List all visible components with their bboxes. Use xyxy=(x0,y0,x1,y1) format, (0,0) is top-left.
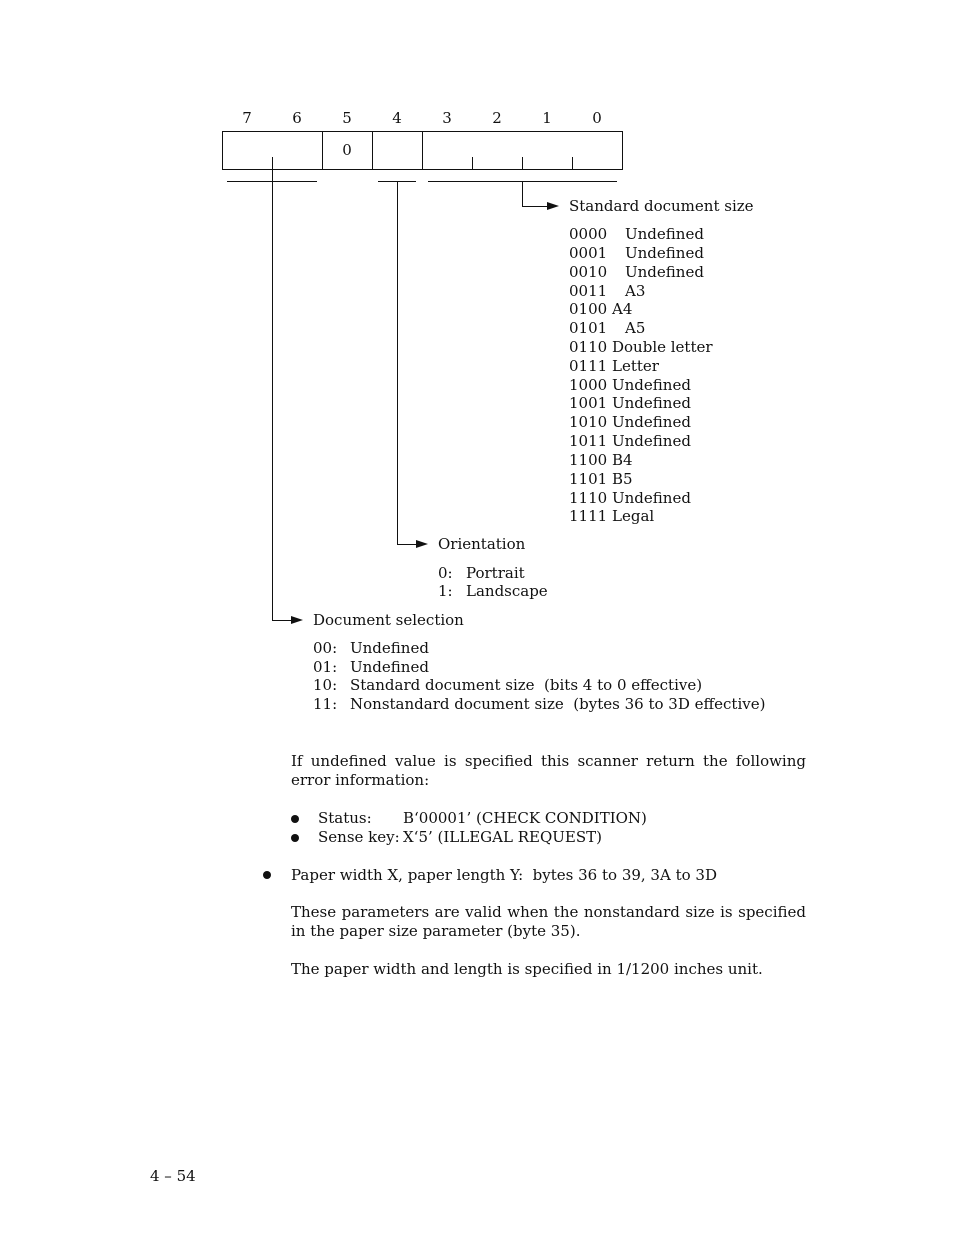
size-code: 1101 xyxy=(569,470,608,488)
bit-number-6: 6 xyxy=(292,109,302,127)
list-item xyxy=(569,338,713,356)
orientation-title: Orientation xyxy=(438,535,526,553)
connector-document-selection xyxy=(272,168,273,621)
connector-document-selection xyxy=(272,620,292,621)
size-code: 0111 xyxy=(569,357,608,375)
selection-label: Nonstandard document size (bytes 36 to 3D effective) xyxy=(350,695,766,713)
error-value: B‘00001’ (CHECK CONDITION) xyxy=(403,809,647,827)
size-code: 1110 xyxy=(569,489,608,507)
error-key: Status: xyxy=(318,809,372,827)
size-code: 0110 xyxy=(569,338,608,356)
size-code: 0101 xyxy=(569,319,608,337)
bit-number-2: 2 xyxy=(492,109,502,127)
field-divider xyxy=(372,131,373,169)
size-code: 0011 xyxy=(569,282,608,300)
error-value: X‘5’ (ILLEGAL REQUEST) xyxy=(403,828,602,846)
size-label: Undefined xyxy=(612,394,691,412)
list-item xyxy=(569,300,632,318)
list-item xyxy=(313,658,429,676)
list-item xyxy=(569,394,691,412)
selection-code: 01: xyxy=(313,658,338,676)
size-label: B5 xyxy=(612,470,633,488)
size-code: 1111 xyxy=(569,507,608,525)
list-item xyxy=(569,413,691,431)
orientation-label: Portrait xyxy=(466,564,525,582)
bit5-value: 0 xyxy=(342,141,352,159)
list-item xyxy=(438,564,525,582)
arrow-icon xyxy=(291,616,303,624)
size-code: 1010 xyxy=(569,413,608,431)
bit-tick xyxy=(522,157,523,169)
size-label: Undefined xyxy=(612,489,691,507)
bit-tick xyxy=(572,157,573,169)
list-item xyxy=(569,263,704,281)
unit-paragraph: The paper width and length is specified in 1/1200 inches unit. xyxy=(291,960,763,978)
field-divider xyxy=(422,131,423,169)
list-item xyxy=(569,507,654,525)
list-item xyxy=(569,282,645,300)
arrow-icon xyxy=(416,540,428,548)
selection-code: 00: xyxy=(313,639,338,657)
list-item xyxy=(569,357,659,375)
paper-size-item: Paper width X, paper length Y: bytes 36 to 39, 3A to 3D xyxy=(291,866,717,884)
list-item xyxy=(569,432,691,450)
field-divider xyxy=(322,131,323,169)
list-item xyxy=(569,470,633,488)
orientation-label: Landscape xyxy=(466,582,548,600)
size-code: 0100 xyxy=(569,300,608,318)
bit-number-1: 1 xyxy=(542,109,552,127)
bit-number-7: 7 xyxy=(242,109,252,127)
bit-number-4: 4 xyxy=(392,109,402,127)
list-item xyxy=(569,225,704,243)
list-item xyxy=(313,695,765,713)
list-item xyxy=(313,639,429,657)
list-item xyxy=(313,676,702,694)
selection-label: Standard document size (bits 4 to 0 effective) xyxy=(350,676,703,694)
size-label: Undefined xyxy=(625,244,704,262)
list-item xyxy=(318,809,647,827)
size-label: Undefined xyxy=(625,225,704,243)
arrow-icon xyxy=(547,202,559,210)
bullet-icon xyxy=(291,834,299,842)
size-code: 1011 xyxy=(569,432,608,450)
error-intro-paragraph: If undefined value is specified this scanner return the following error information: xyxy=(291,752,806,789)
list-item xyxy=(569,319,645,337)
size-label: A3 xyxy=(625,282,646,300)
bullet-icon xyxy=(291,815,299,823)
standard-size-title: Standard document size xyxy=(569,197,754,215)
list-item xyxy=(569,451,633,469)
selection-label: Undefined xyxy=(350,639,429,657)
selection-code: 10: xyxy=(313,676,338,694)
list-item xyxy=(569,489,691,507)
size-code: 0010 xyxy=(569,263,608,281)
list-item xyxy=(569,376,691,394)
connector-standard-size xyxy=(522,181,523,207)
bit-number-0: 0 xyxy=(592,109,602,127)
document-selection-title: Document selection xyxy=(313,611,464,629)
orientation-code: 0: xyxy=(438,564,453,582)
size-code: 1000 xyxy=(569,376,608,394)
bit-tick xyxy=(472,157,473,169)
size-label: Undefined xyxy=(625,263,704,281)
error-key: Sense key: xyxy=(318,828,400,846)
list-item xyxy=(318,828,602,846)
connector-standard-size xyxy=(522,206,548,207)
valid-parameters-paragraph: These parameters are valid when the nonstandard size is specified in the paper size parameter (byte 35). xyxy=(291,903,806,940)
selection-code: 11: xyxy=(313,695,338,713)
size-label: Letter xyxy=(612,357,659,375)
size-code: 0001 xyxy=(569,244,608,262)
list-item xyxy=(569,244,704,262)
bit-number-3: 3 xyxy=(442,109,452,127)
size-label: B4 xyxy=(612,451,633,469)
connector-orientation xyxy=(397,181,398,545)
size-label: Undefined xyxy=(612,376,691,394)
size-label: A4 xyxy=(612,300,633,318)
size-label: Double letter xyxy=(612,338,713,356)
size-label: A5 xyxy=(625,319,646,337)
size-label: Legal xyxy=(612,507,655,525)
page-number: 4 – 54 xyxy=(150,1167,196,1185)
list-item xyxy=(438,582,548,600)
size-label: Undefined xyxy=(612,432,691,450)
size-code: 0000 xyxy=(569,225,608,243)
size-label: Undefined xyxy=(612,413,691,431)
bit-number-5: 5 xyxy=(342,109,352,127)
size-code: 1001 xyxy=(569,394,608,412)
orientation-code: 1: xyxy=(438,582,453,600)
selection-label: Undefined xyxy=(350,658,429,676)
bullet-icon xyxy=(263,871,271,879)
connector-orientation xyxy=(397,544,417,545)
size-code: 1100 xyxy=(569,451,608,469)
